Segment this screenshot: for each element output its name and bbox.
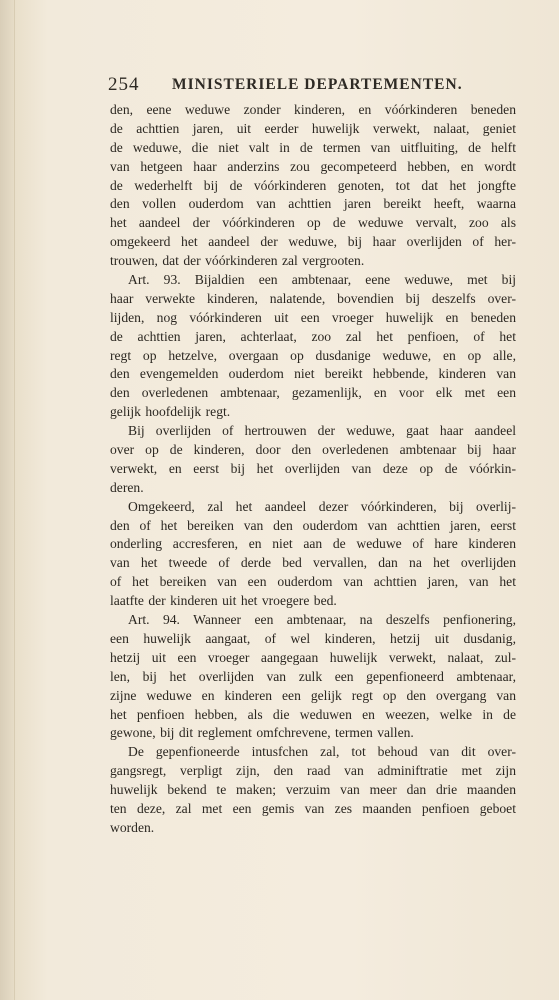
text-line: Art. 93. Bijaldien een ambtenaar, eene weduwe, met bij [128, 272, 516, 288]
text-line: de wederhelft bij de vóórkinderen genoten, tot dat het jongfte [110, 177, 516, 193]
text-line: gewone, bij dit reglement omfchrevene, termen vallen. [110, 725, 414, 741]
text-line: Bij overlijden of hertrouwen der weduwe, gaat haar aandeel [128, 423, 516, 439]
text-line: len, bij het overlijden van zulk een gepenfioneerd ambtenaar, [110, 668, 516, 684]
text-line: den overledenen ambtenaar, gezamenlijk, en voor elk met een [110, 385, 516, 401]
running-head: MINISTERIELE DEPARTEMENTEN. [172, 76, 463, 93]
text-line: De gepenfioneerde intusfchen zal, tot behoud van dit over- [128, 744, 516, 760]
text-line: ten deze, zal met een gemis van zes maanden penfioen geboet [110, 800, 516, 816]
text-line: het penfioen hebben, als die weduwen en weezen, welke in de [110, 706, 516, 722]
text-line: trouwen, dat der vóórkinderen zal vergrooten. [110, 253, 365, 269]
text-line: van hetgeen haar anderzins zou gecompeteerd hebben, en wordt [110, 158, 516, 174]
text-line: laatfte der kinderen uit het vroegere bed. [110, 593, 337, 609]
text-line: gangsregt, verpligt zijn, den raad van adminiftratie met zijn [110, 763, 516, 779]
text-line: de achttien jaren, uit eerder huwelijk verwekt, nalaat, geniet [110, 120, 516, 136]
text-line: worden. [110, 819, 155, 835]
text-line: gelijk hoofdelijk regt. [110, 404, 231, 420]
text-line: zijne weduwe en kinderen een gelijk regt op den overgang van [110, 687, 516, 703]
text-line: haar verwekte kinderen, nalatende, bovendien bij deszelfs over- [110, 290, 516, 306]
text-line: de weduwe, die niet valt in de termen van uitfluiting, de helft [110, 139, 516, 155]
text-line: een huwelijk aangaat, of wel kinderen, hetzij uit dusdanig, [110, 630, 516, 646]
page-gutter [0, 0, 14, 1000]
text-line: regt op hetzelve, overgaan op dusdanige weduwe, en op alle, [110, 347, 516, 363]
text-line: onderling accresferen, en niet aan de weduwe of hare kinderen [110, 536, 516, 552]
text-line: den, eene weduwe zonder kinderen, en vóórkinderen beneden [110, 102, 516, 117]
text-line: het aandeel der vóórkinderen op de weduwe vervalt, zoo als [110, 215, 516, 231]
text-line: de achttien jaren, achterlaat, zoo zal het penfioen, of het [110, 328, 516, 344]
text-line: over op de kinderen, door den overledenen ambtenaar bij haar [110, 442, 516, 458]
body-text [110, 101, 516, 838]
text-line: huwelijk bekend te maken; verzuim van meer dan drie maanden [110, 782, 516, 798]
text-line: den vollen ouderdom van achttien jaren bereikt heeft, waarna [110, 196, 516, 212]
text-line: of het bereiken van een ouderdom van achttien jaren, van het [110, 574, 516, 590]
text-line: Omgekeerd, zal het aandeel dezer vóórkinderen, bij overlij- [128, 498, 516, 514]
page-number: 254 [108, 74, 140, 95]
text-line: omgekeerd het aandeel der weduwe, bij haar overlijden of her- [110, 234, 516, 250]
text-line: Art. 94. Wanneer een ambtenaar, na deszelfs penfionering, [128, 612, 516, 628]
text-line: den evengemelden ouderdom niet bereikt hebbende, kinderen van [110, 366, 516, 382]
text-line: verwekt, en eerst bij het overlijden van deze op de vóórkin- [110, 460, 516, 476]
text-line: deren. [110, 479, 144, 495]
text-line: van het tweede of derde bed vervallen, dan na het overlijden [110, 555, 516, 571]
text-line: den of het bereiken van den ouderdom van achttien jaren, eerst [110, 517, 516, 533]
text-line: lijden, nog vóórkinderen uit een vroeger huwelijk en beneden [110, 309, 516, 325]
page-header [108, 74, 528, 102]
text-line: hetzij uit een vroeger aangegaan huwelijk verwekt, nalaat, zul- [110, 649, 516, 665]
